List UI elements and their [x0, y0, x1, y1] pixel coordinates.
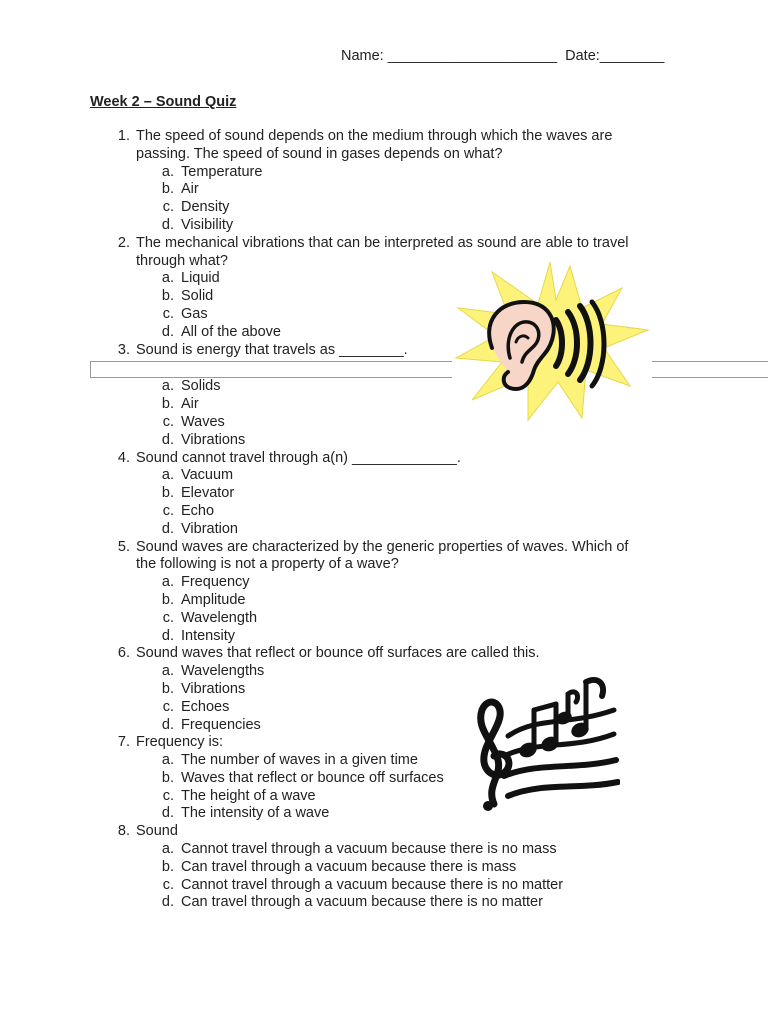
option-item — [0, 378, 768, 396]
option-item — [0, 859, 768, 877]
option-letter: c. — [162, 787, 174, 804]
question-number: 2. — [117, 234, 130, 251]
option-item — [0, 396, 768, 414]
question-text: Sound — [136, 823, 178, 840]
option-letter: a. — [161, 163, 174, 180]
option-item — [0, 432, 768, 450]
option-letter: a. — [161, 270, 174, 287]
option-letter: d. — [161, 805, 174, 822]
option-text: The height of a wave — [181, 787, 316, 804]
question-number: 7. — [117, 734, 130, 751]
question-8 — [0, 823, 768, 912]
question-4 — [0, 450, 768, 539]
question-text: Sound waves that reflect or bounce off surfaces are called this. — [136, 645, 540, 662]
option-text: Density — [181, 199, 230, 216]
question-7 — [0, 734, 768, 823]
question-number: 4. — [117, 449, 130, 466]
option-text: Cannot travel through a vacuum because there is no matter — [181, 876, 564, 893]
option-text: Can travel through a vacuum because there is no matter — [181, 894, 543, 911]
option-text: Liquid — [181, 270, 220, 287]
option-item — [0, 503, 768, 521]
option-list — [0, 574, 768, 645]
option-item — [0, 217, 768, 235]
option-item — [0, 164, 768, 182]
option-item — [0, 485, 768, 503]
option-text: Vibrations — [181, 431, 246, 448]
option-text: Amplitude — [181, 591, 246, 608]
option-letter: b. — [161, 396, 174, 413]
option-list — [0, 752, 768, 823]
question-2 — [0, 235, 768, 342]
option-item — [0, 788, 768, 806]
question-3 — [0, 342, 768, 450]
option-letter: d. — [161, 216, 174, 233]
option-text: Vibration — [181, 520, 238, 537]
option-list — [0, 378, 768, 449]
option-letter: d. — [161, 894, 174, 911]
option-item — [0, 663, 768, 681]
question-number: 5. — [117, 538, 130, 555]
option-letter: d. — [161, 716, 174, 733]
option-letter: b. — [161, 680, 174, 697]
option-item — [0, 805, 768, 823]
option-letter: a. — [161, 841, 174, 858]
option-item — [0, 467, 768, 485]
question-number: 8. — [117, 823, 130, 840]
option-letter: a. — [161, 574, 174, 591]
option-item — [0, 270, 768, 288]
option-list — [0, 270, 768, 341]
option-letter: a. — [161, 378, 174, 395]
question-text: Frequency is: — [136, 734, 224, 751]
option-text: Frequencies — [181, 716, 261, 733]
option-text: Gas — [181, 305, 208, 322]
question-text: Sound is energy that travels as ________. — [136, 341, 408, 358]
option-item — [0, 628, 768, 646]
question-text: Sound waves are characterized by the generic properties of waves. Which of the following is not a property of a wave? — [136, 538, 629, 573]
option-text: The number of waves in a given time — [181, 752, 418, 769]
option-item — [0, 521, 768, 539]
option-text: Echoes — [181, 698, 230, 715]
option-letter: c. — [162, 876, 174, 893]
question-text: The speed of sound depends on the medium through which the waves are passing. The speed of sound in gases depends on what? — [136, 128, 613, 162]
option-letter: b. — [161, 181, 174, 198]
option-letter: a. — [161, 467, 174, 484]
option-text: Vibrations — [181, 680, 246, 697]
question-number: 1. — [117, 128, 130, 144]
option-letter: d. — [161, 323, 174, 340]
question-1 — [0, 128, 768, 235]
option-text: Visibility — [181, 216, 234, 233]
option-text: Waves that reflect or bounce off surfaces — [181, 769, 444, 786]
option-letter: b. — [161, 485, 174, 502]
option-text: Temperature — [181, 163, 263, 180]
option-text: All of the above — [181, 323, 281, 340]
name-date-line: Name: _____________________ Date:________ — [341, 48, 665, 64]
option-letter: a. — [161, 752, 174, 769]
option-text: Waves — [181, 413, 225, 430]
ear-icon — [452, 258, 652, 424]
ear-sound-clipart — [452, 258, 652, 424]
option-letter: b. — [161, 769, 174, 786]
option-letter: c. — [162, 413, 174, 430]
option-list — [0, 663, 768, 734]
option-item — [0, 306, 768, 324]
option-letter: c. — [162, 305, 174, 322]
note-stems — [534, 680, 603, 746]
question-number: 3. — [117, 341, 130, 358]
option-item — [0, 841, 768, 859]
option-item — [0, 717, 768, 735]
option-text: Elevator — [181, 485, 235, 502]
option-letter: b. — [161, 591, 174, 608]
option-text: Air — [181, 181, 199, 198]
option-text: Echo — [181, 502, 215, 519]
option-text: Solids — [181, 378, 221, 395]
question-text: Sound cannot travel through a(n) _____________. — [136, 449, 461, 466]
option-letter: c. — [162, 609, 174, 626]
option-item — [0, 681, 768, 699]
option-item — [0, 288, 768, 306]
option-text: Air — [181, 396, 199, 413]
option-item — [0, 592, 768, 610]
question-5 — [0, 539, 768, 646]
question-number: 6. — [117, 645, 130, 662]
music-notes-icon — [468, 666, 620, 818]
option-text: Intensity — [181, 627, 235, 644]
option-list — [0, 841, 768, 912]
quiz-title: Week 2 – Sound Quiz — [90, 94, 237, 110]
option-letter: d. — [161, 520, 174, 537]
option-text: Cannot travel through a vacuum because there is no mass — [181, 841, 557, 858]
music-notes-clipart — [468, 666, 620, 818]
option-text: Vacuum — [181, 467, 234, 484]
option-text: Frequency — [181, 574, 250, 591]
option-text: Can travel through a vacuum because there is mass — [181, 858, 517, 875]
option-item — [0, 324, 768, 342]
option-list — [0, 164, 768, 235]
option-text: Solid — [181, 288, 214, 305]
option-item — [0, 574, 768, 592]
option-item — [0, 894, 768, 912]
treble-clef — [481, 702, 509, 811]
option-list — [0, 467, 768, 538]
option-letter: d. — [161, 627, 174, 644]
option-item — [0, 770, 768, 788]
option-text: Wavelengths — [181, 663, 265, 680]
option-item — [0, 877, 768, 895]
question-6 — [0, 645, 768, 734]
option-item — [0, 699, 768, 717]
option-text: Wavelength — [181, 609, 258, 626]
option-letter: b. — [161, 288, 174, 305]
option-letter: c. — [162, 502, 174, 519]
option-letter: b. — [161, 858, 174, 875]
option-item — [0, 752, 768, 770]
option-letter: d. — [161, 431, 174, 448]
option-text: The intensity of a wave — [181, 805, 330, 822]
option-item — [0, 181, 768, 199]
question-list — [0, 128, 768, 912]
option-letter: a. — [161, 663, 174, 680]
option-letter: c. — [162, 698, 174, 715]
option-letter: c. — [162, 199, 174, 216]
option-item — [0, 199, 768, 217]
option-item — [0, 414, 768, 432]
option-item — [0, 610, 768, 628]
question-text: The mechanical vibrations that can be interpreted as sound are able to travel through what? — [136, 234, 629, 269]
